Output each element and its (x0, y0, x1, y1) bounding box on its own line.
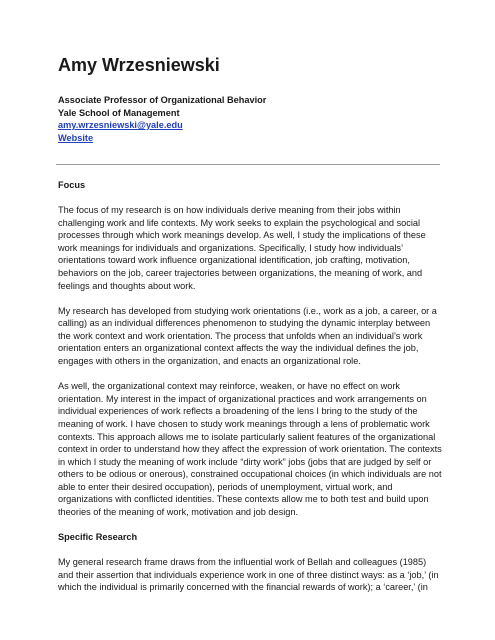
focus-paragraph-2: My research has developed from studying work orientations (i.e., work as a job, a career, or a calling) as an individual differences phenomenon to studying the dynamic interplay between the work context and work orientation. The process that unfolds when an individual’s work orientation enters an organizational context affects the way the individual defines the job, engages with others in the organization, and enacts an organizational role. (58, 305, 437, 367)
person-name: Amy Wrzesniewski (58, 55, 220, 75)
person-title: Associate Professor of Organizational Behavior (58, 95, 267, 105)
focus-paragraph-3: As well, the organizational context may reinforce, weaken, or have no effect on work orientation. My interest in the impact of organizational practices and work arrangements on individual experiences of work reflects a broadening of the lens I bring to the study of the meaning of work. I have chosen to study work meanings through a lens of problematic work contexts. This approach allows me to isolate particularly salient features of the organizational context in order to understand how they affect the expression of work orientation. The contexts in which I study the meaning of work include “dirty work” jobs (jobs that are judged by self or others to be odious or onerous), constrained occupational choices (in which individuals are not able to enter their desired occupation), periods of unemployment, virtual work, and organizations with conflicted identities. These contexts allow me to both test and build upon theories of the meaning of work, motivation and job design. (58, 381, 442, 518)
divider (56, 164, 440, 165)
school-name: Yale School of Management (58, 107, 180, 118)
specific-paragraph-1: My general research frame draws from the influential work of Bellah and colleagues (1985) and their assertion that individuals experience work in one of three distinct ways: as a ‘job,’ (in which the individual is primarily concerned with the financial rewards of work); a ‘career,’ (in (58, 557, 439, 593)
focus-heading: Focus (58, 180, 86, 190)
specific-research-heading: Specific Research (58, 532, 138, 543)
website-link[interactable]: Website (58, 132, 94, 143)
focus-paragraph-1: The focus of my research is on how individuals derive meaning from their jobs within challenging work and life contexts. My work seeks to explain the psychological and social processes through which work meanings develop. As well, I study the implications of these work meanings for individuals and organizations. Specifically, I study how individuals’ orientations toward work influence organizational identification, job crafting, motivation, behaviors on the job, career trajectories between organizations, the meaning of work, and feelings and thoughts about work. (58, 205, 426, 291)
email-link[interactable]: amy.wrzesniewski@yale.edu (58, 120, 183, 130)
document-page (58, 54, 442, 594)
